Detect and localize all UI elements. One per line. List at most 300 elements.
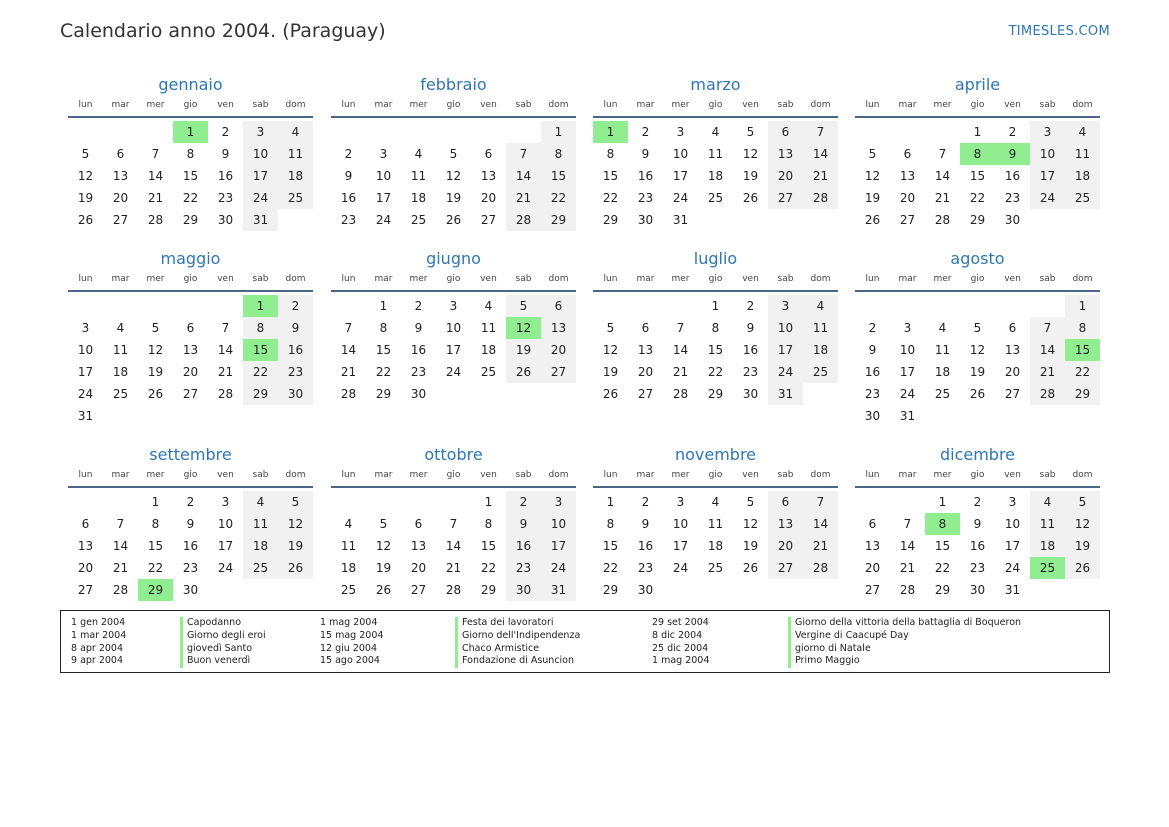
- day-cell: 31: [1004, 583, 1021, 597]
- day-cell: 22: [969, 191, 986, 205]
- empty-cell: [960, 295, 995, 317]
- day-cell: 10: [217, 517, 234, 531]
- holiday-day: 12: [506, 317, 541, 339]
- day-grid: [855, 491, 1100, 601]
- weekday-label: mar: [111, 470, 130, 480]
- day-cell: 27: [768, 557, 803, 579]
- day-cell: 26: [864, 213, 881, 227]
- weekday-label: gio: [446, 470, 461, 480]
- day-cell: 6: [186, 321, 195, 335]
- day-cell: 10: [768, 317, 803, 339]
- day-cell: 8: [1065, 317, 1100, 339]
- day-cell: 12: [864, 169, 881, 183]
- weekday-label: mar: [898, 470, 917, 480]
- day-cell: 14: [899, 539, 916, 553]
- day-cell: 7: [903, 517, 912, 531]
- day-cell: 5: [151, 321, 160, 335]
- day-cell: 30: [637, 213, 654, 227]
- day-cell: 13: [1004, 343, 1021, 357]
- day-cell: 15: [934, 539, 951, 553]
- legend-holiday-name: Festa dei lavoratori: [462, 617, 554, 628]
- day-cell: 19: [969, 365, 986, 379]
- day-cell: 13: [112, 169, 129, 183]
- month-name: dicembre: [939, 445, 1016, 464]
- weekday-label: gio: [446, 274, 461, 284]
- weekday-label: mar: [898, 274, 917, 284]
- page-title: Calendario anno 2004. (Paraguay): [60, 20, 386, 42]
- day-cell: 21: [672, 365, 689, 379]
- day-cell: 25: [934, 387, 951, 401]
- day-cell: 2: [641, 125, 650, 139]
- legend-holiday-name: Primo Maggio: [795, 655, 860, 667]
- day-cell: 3: [81, 321, 90, 335]
- empty-cell: [890, 121, 925, 143]
- empty-cell: [208, 295, 243, 317]
- empty-cell: [471, 121, 506, 143]
- day-cell: 30: [864, 409, 881, 423]
- weekday-label: ven: [480, 274, 497, 284]
- day-cell: 10: [77, 343, 94, 357]
- day-cell: 18: [112, 365, 129, 379]
- legend-holiday-name: Fondazione di Asuncion: [462, 655, 575, 667]
- holiday-day: 1: [173, 121, 208, 143]
- day-cell: 30: [742, 387, 759, 401]
- day-cell: 23: [742, 365, 759, 379]
- legend-holiday-name: Giorno dell'Indipendenza: [462, 629, 581, 641]
- day-cell: 3: [676, 495, 685, 509]
- day-cell: 10: [1004, 517, 1021, 531]
- day-cell: 25: [340, 583, 357, 597]
- day-cell: 10: [672, 147, 689, 161]
- day-cell: 2: [186, 495, 195, 509]
- day-cell: 25: [278, 187, 313, 209]
- day-cell: 2: [973, 495, 982, 509]
- empty-cell: [995, 295, 1030, 317]
- weekday-label: dom: [548, 100, 569, 110]
- day-cell: 14: [506, 165, 541, 187]
- legend-holiday-name: Giorno della vittoria della battaglia di Boqueron: [795, 617, 1022, 628]
- holiday-day: 1: [243, 295, 278, 317]
- empty-cell: [103, 491, 138, 513]
- weekday-label: mer: [933, 470, 952, 480]
- day-cell: 31: [899, 409, 916, 423]
- empty-cell: [103, 121, 138, 143]
- legend-holiday-name: Buon venerdì: [187, 655, 251, 667]
- day-cell: 11: [1030, 513, 1065, 535]
- day-cell: 9: [746, 321, 755, 335]
- day-cell: 3: [768, 295, 803, 317]
- month-settembre: [68, 444, 313, 601]
- weekday-label: mer: [933, 274, 952, 284]
- day-grid: [593, 295, 838, 405]
- day-cell: 1: [541, 121, 576, 143]
- day-cell: 24: [541, 557, 576, 579]
- holiday-day: 1: [593, 121, 628, 143]
- day-cell: 25: [410, 213, 427, 227]
- day-cell: 17: [541, 535, 576, 557]
- day-cell: 2: [1008, 125, 1017, 139]
- day-cell: 12: [375, 539, 392, 553]
- weekday-header: [68, 468, 313, 488]
- day-cell: 14: [1030, 339, 1065, 361]
- day-cell: 17: [1004, 539, 1021, 553]
- weekday-label: mer: [409, 470, 428, 480]
- day-cell: 20: [182, 365, 199, 379]
- weekday-label: mar: [111, 100, 130, 110]
- day-cell: 24: [768, 361, 803, 383]
- weekday-label: mar: [111, 274, 130, 284]
- day-cell: 16: [340, 191, 357, 205]
- day-cell: 21: [803, 535, 838, 557]
- day-cell: 22: [602, 561, 619, 575]
- day-cell: 11: [278, 143, 313, 165]
- day-cell: 14: [340, 343, 357, 357]
- day-cell: 31: [768, 383, 803, 405]
- weekday-header: [593, 98, 838, 118]
- empty-cell: [138, 295, 173, 317]
- legend-date: 1 mag 2004: [652, 655, 710, 667]
- legend-date: 15 mag 2004: [320, 629, 384, 641]
- day-cell: 23: [1004, 191, 1021, 205]
- day-cell: 18: [1030, 535, 1065, 557]
- weekday-label: dom: [285, 470, 306, 480]
- weekday-label: dom: [1072, 470, 1093, 480]
- weekday-label: lun: [865, 470, 880, 480]
- empty-cell: [68, 295, 103, 317]
- holiday-day: 25: [1030, 557, 1065, 579]
- weekday-label: ven: [1004, 274, 1021, 284]
- day-cell: 14: [217, 343, 234, 357]
- weekday-label: mer: [146, 274, 165, 284]
- day-cell: 24: [77, 387, 94, 401]
- holiday-day: 15: [243, 339, 278, 361]
- day-cell: 16: [506, 535, 541, 557]
- day-cell: 25: [480, 365, 497, 379]
- site-link[interactable]: TIMESLES.COM: [1008, 24, 1110, 39]
- empty-cell: [366, 121, 401, 143]
- day-cell: 17: [217, 539, 234, 553]
- day-cell: 6: [116, 147, 125, 161]
- day-cell: 24: [1030, 187, 1065, 209]
- day-cell: 9: [221, 147, 230, 161]
- weekday-label: dom: [548, 274, 569, 284]
- day-grid: [593, 491, 838, 601]
- legend-holiday-name: giorno di Natale: [795, 642, 871, 654]
- day-cell: 30: [278, 383, 313, 405]
- day-cell: 26: [1065, 557, 1100, 579]
- day-cell: 18: [410, 191, 427, 205]
- empty-cell: [331, 121, 366, 143]
- legend-date: 12 giu 2004: [320, 642, 377, 654]
- weekday-label: mer: [671, 100, 690, 110]
- month-dicembre: [855, 444, 1100, 601]
- day-cell: 11: [803, 317, 838, 339]
- day-cell: 3: [449, 299, 458, 313]
- day-cell: 25: [707, 191, 724, 205]
- day-cell: 16: [864, 365, 881, 379]
- day-cell: 3: [1030, 121, 1065, 143]
- day-cell: 7: [449, 517, 458, 531]
- day-cell: 22: [934, 561, 951, 575]
- day-cell: 18: [707, 539, 724, 553]
- day-cell: 17: [445, 343, 462, 357]
- weekday-header: [855, 468, 1100, 488]
- day-cell: 1: [938, 495, 947, 509]
- day-grid: [68, 295, 313, 427]
- holiday-day: 8: [925, 513, 960, 535]
- day-cell: 1: [711, 299, 720, 313]
- day-cell: 13: [864, 539, 881, 553]
- day-cell: 18: [707, 169, 724, 183]
- day-cell: 28: [217, 387, 234, 401]
- day-cell: 23: [969, 561, 986, 575]
- day-cell: 15: [602, 539, 619, 553]
- weekday-label: mar: [374, 470, 393, 480]
- day-cell: 21: [506, 187, 541, 209]
- day-cell: 15: [147, 539, 164, 553]
- day-cell: 30: [969, 583, 986, 597]
- day-cell: 30: [506, 579, 541, 601]
- day-cell: 8: [606, 147, 615, 161]
- day-cell: 18: [803, 339, 838, 361]
- day-cell: 2: [641, 495, 650, 509]
- weekday-label: mer: [409, 100, 428, 110]
- day-cell: 6: [414, 517, 423, 531]
- day-cell: 1: [484, 495, 493, 509]
- day-cell: 20: [637, 365, 654, 379]
- empty-cell: [401, 121, 436, 143]
- holiday-day: 8: [960, 143, 995, 165]
- day-cell: 7: [803, 491, 838, 513]
- weekday-label: dom: [285, 100, 306, 110]
- day-cell: 28: [147, 213, 164, 227]
- weekday-label: sab: [252, 470, 269, 480]
- day-cell: 23: [410, 365, 427, 379]
- weekday-label: gio: [970, 470, 985, 480]
- weekday-label: ven: [480, 100, 497, 110]
- month-novembre: [593, 444, 838, 601]
- day-cell: 2: [221, 125, 230, 139]
- legend-date-column: [652, 617, 709, 668]
- day-cell: 20: [410, 561, 427, 575]
- day-cell: 9: [414, 321, 423, 335]
- empty-cell: [593, 295, 628, 317]
- day-cell: 2: [278, 295, 313, 317]
- day-cell: 26: [278, 557, 313, 579]
- day-cell: 21: [803, 165, 838, 187]
- day-cell: 24: [1004, 561, 1021, 575]
- day-cell: 28: [672, 387, 689, 401]
- legend-holiday-name: Vergine di Caacupé Day: [795, 629, 909, 641]
- day-cell: 29: [541, 209, 576, 231]
- holiday-legend: [60, 610, 1110, 673]
- weekday-label: mer: [146, 100, 165, 110]
- day-grid: [331, 491, 576, 601]
- day-cell: 9: [973, 517, 982, 531]
- day-cell: 8: [186, 147, 195, 161]
- day-cell: 13: [541, 317, 576, 339]
- day-cell: 28: [803, 187, 838, 209]
- day-cell: 9: [278, 317, 313, 339]
- day-cell: 15: [480, 539, 497, 553]
- day-cell: 23: [278, 361, 313, 383]
- day-cell: 27: [768, 187, 803, 209]
- day-cell: 23: [182, 561, 199, 575]
- day-cell: 12: [742, 517, 759, 531]
- day-grid: [331, 295, 576, 405]
- day-cell: 25: [112, 387, 129, 401]
- day-cell: 29: [182, 213, 199, 227]
- day-cell: 22: [1065, 361, 1100, 383]
- day-cell: 24: [375, 213, 392, 227]
- day-cell: 14: [934, 169, 951, 183]
- day-cell: 16: [278, 339, 313, 361]
- weekday-label: dom: [548, 470, 569, 480]
- day-cell: 16: [217, 169, 234, 183]
- legend-date: 8 apr 2004: [71, 642, 124, 654]
- day-cell: 12: [1065, 513, 1100, 535]
- day-cell: 26: [147, 387, 164, 401]
- day-grid: [68, 491, 313, 601]
- day-cell: 26: [77, 213, 94, 227]
- day-cell: 5: [973, 321, 982, 335]
- day-cell: 5: [278, 491, 313, 513]
- day-cell: 4: [1065, 121, 1100, 143]
- day-cell: 11: [410, 169, 427, 183]
- day-cell: 10: [243, 143, 278, 165]
- weekday-header: [593, 468, 838, 488]
- day-cell: 26: [742, 191, 759, 205]
- day-cell: 2: [414, 299, 423, 313]
- day-cell: 5: [81, 147, 90, 161]
- day-cell: 22: [480, 561, 497, 575]
- month-name: luglio: [693, 249, 738, 268]
- empty-cell: [1030, 295, 1065, 317]
- day-cell: 29: [934, 583, 951, 597]
- day-cell: 19: [375, 561, 392, 575]
- weekday-label: lun: [341, 470, 356, 480]
- month-name: settembre: [149, 445, 232, 464]
- day-cell: 4: [484, 299, 493, 313]
- day-cell: 13: [899, 169, 916, 183]
- day-cell: 4: [243, 491, 278, 513]
- day-cell: 20: [112, 191, 129, 205]
- empty-cell: [925, 295, 960, 317]
- day-cell: 18: [934, 365, 951, 379]
- day-cell: 13: [410, 539, 427, 553]
- day-cell: 16: [637, 539, 654, 553]
- day-cell: 22: [182, 191, 199, 205]
- weekday-header: [68, 272, 313, 292]
- day-cell: 15: [969, 169, 986, 183]
- day-cell: 20: [541, 339, 576, 361]
- day-cell: 29: [243, 383, 278, 405]
- day-cell: 3: [1008, 495, 1017, 509]
- day-cell: 24: [672, 191, 689, 205]
- weekday-label: lun: [341, 100, 356, 110]
- day-cell: 19: [147, 365, 164, 379]
- day-cell: 12: [969, 343, 986, 357]
- empty-cell: [331, 295, 366, 317]
- day-cell: 27: [112, 213, 129, 227]
- empty-cell: [436, 491, 471, 513]
- weekday-label: dom: [810, 274, 831, 284]
- month-name: agosto: [950, 249, 1005, 268]
- day-cell: 18: [1065, 165, 1100, 187]
- day-cell: 8: [484, 517, 493, 531]
- month-name: giugno: [426, 249, 481, 268]
- weekday-label: lun: [603, 470, 618, 480]
- day-cell: 4: [1030, 491, 1065, 513]
- day-cell: 2: [344, 147, 353, 161]
- empty-cell: [855, 121, 890, 143]
- day-cell: 7: [506, 143, 541, 165]
- day-cell: 11: [707, 147, 724, 161]
- day-cell: 7: [344, 321, 353, 335]
- day-cell: 23: [217, 191, 234, 205]
- day-cell: 8: [151, 517, 160, 531]
- empty-cell: [103, 295, 138, 317]
- day-cell: 26: [506, 361, 541, 383]
- day-cell: 10: [1030, 143, 1065, 165]
- day-cell: 9: [344, 169, 353, 183]
- day-cell: 4: [344, 517, 353, 531]
- weekday-label: sab: [777, 274, 794, 284]
- weekday-label: mar: [636, 274, 655, 284]
- weekday-label: sab: [515, 100, 532, 110]
- day-cell: 26: [742, 561, 759, 575]
- day-cell: 10: [541, 513, 576, 535]
- weekday-label: mer: [671, 274, 690, 284]
- day-cell: 29: [1065, 383, 1100, 405]
- month-aprile: [855, 74, 1100, 231]
- empty-cell: [890, 491, 925, 513]
- day-cell: 14: [112, 539, 129, 553]
- day-cell: 1: [1065, 295, 1100, 317]
- day-cell: 29: [602, 213, 619, 227]
- weekday-label: lun: [865, 274, 880, 284]
- day-cell: 25: [243, 557, 278, 579]
- empty-cell: [855, 295, 890, 317]
- day-cell: 19: [278, 535, 313, 557]
- weekday-label: ven: [217, 100, 234, 110]
- day-cell: 10: [375, 169, 392, 183]
- day-cell: 21: [899, 561, 916, 575]
- month-name: maggio: [160, 249, 221, 268]
- legend-date: 1 gen 2004: [71, 617, 126, 628]
- day-cell: 9: [641, 147, 650, 161]
- month-agosto: [855, 248, 1100, 427]
- weekday-label: sab: [1039, 274, 1056, 284]
- day-cell: 20: [77, 561, 94, 575]
- day-cell: 22: [375, 365, 392, 379]
- day-cell: 12: [278, 513, 313, 535]
- weekday-label: sab: [515, 274, 532, 284]
- day-cell: 20: [1004, 365, 1021, 379]
- weekday-label: dom: [285, 274, 306, 284]
- day-cell: 28: [803, 557, 838, 579]
- weekday-label: lun: [603, 274, 618, 284]
- day-cell: 30: [637, 583, 654, 597]
- weekday-label: sab: [252, 100, 269, 110]
- day-cell: 5: [746, 495, 755, 509]
- day-cell: 22: [707, 365, 724, 379]
- weekday-label: sab: [252, 274, 269, 284]
- day-cell: 23: [637, 191, 654, 205]
- day-cell: 9: [868, 343, 877, 357]
- day-cell: 13: [768, 143, 803, 165]
- day-cell: 11: [1065, 143, 1100, 165]
